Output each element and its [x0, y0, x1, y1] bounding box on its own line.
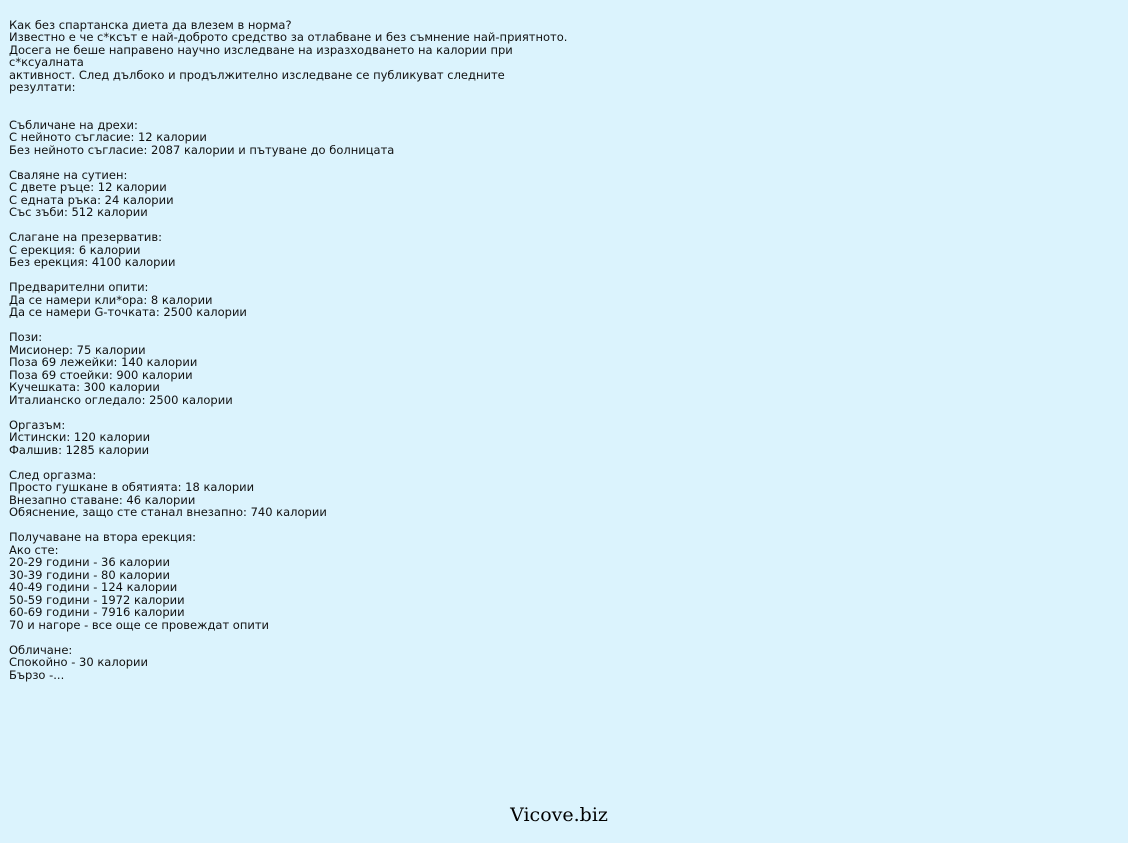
section-line: Кучешката: 300 калории	[9, 380, 160, 394]
section-line: Бързо -...	[9, 667, 65, 682]
section-heading: Получаване на втора ерекция:	[9, 530, 196, 544]
section-line: Фалшив: 1285 калории	[9, 442, 150, 457]
section-line: 50-59 години - 1972 калории	[9, 592, 185, 607]
section-line: 70 и нагоре - все още се провеждат опити	[9, 617, 270, 632]
section-line: 30-39 години - 80 калории	[9, 567, 170, 582]
section-heading: Обличане:	[9, 642, 73, 657]
calorie-section	[9, 331, 569, 406]
site-watermark: Vicove.biz	[510, 804, 608, 826]
section-line: 40-49 години - 124 калории	[9, 580, 178, 594]
section-line: 60-69 години - 7916 калории	[9, 605, 185, 619]
section-line: С едната ръка: 24 калории	[9, 192, 174, 207]
section-line: Истински: 120 калории	[9, 430, 151, 444]
section-line: 20-29 години - 36 калории	[9, 555, 170, 569]
intro-line: Как без спартанска диета да влезем в норма?	[9, 17, 292, 32]
section-heading: След оргазма:	[9, 467, 97, 482]
section-heading: Предварителни опити:	[9, 280, 149, 294]
section-line: С двете ръце: 12 калории	[9, 180, 167, 194]
section-line: Поза 69 стоейки: 900 калории	[9, 367, 193, 382]
section-heading: Събличане на дрехи:	[9, 117, 138, 132]
section-heading: Слагане на презерватив:	[9, 230, 163, 244]
article-sections	[9, 119, 569, 682]
section-heading: Пози:	[9, 330, 43, 344]
section-line: С нейното съгласие: 12 калории	[9, 130, 207, 144]
section-line: Да се намери G-точката: 2500 калории	[9, 305, 247, 319]
section-heading: Оргазъм:	[9, 417, 66, 432]
calorie-section	[9, 281, 569, 319]
calorie-section	[9, 169, 569, 219]
calorie-section	[9, 469, 569, 519]
intro-line: Известно е че с*ксът е най-доброто средство за отлабване и без съмнение най-приятното.	[9, 30, 568, 44]
section-heading: Сваляне на сутиен:	[9, 167, 128, 182]
article-intro	[9, 19, 569, 94]
section-line: Без ерекция: 4100 калории	[9, 255, 176, 269]
section-line: Мисионер: 75 калории	[9, 342, 146, 357]
section-line: Поза 69 лежейки: 140 калории	[9, 355, 198, 369]
section-line: Без нейното съгласие: 2087 калории и пътуване до болницата	[9, 142, 395, 157]
intro-line: Досега не беше направено научно изследване на изразходването на калории при с*ксуалната	[9, 42, 513, 69]
section-line: Спокойно - 30 калории	[9, 655, 148, 669]
calorie-section	[9, 119, 569, 157]
article-body	[9, 6, 569, 694]
section-line: Да се намери кли*ора: 8 калории	[9, 292, 213, 307]
section-line: С ерекция: 6 калории	[9, 242, 141, 257]
section-line: Ако сте:	[9, 542, 59, 557]
section-line: Обяснение, защо сте станал внезапно: 740 калории	[9, 505, 327, 519]
calorie-section	[9, 531, 569, 631]
section-line: Италианско огледало: 2500 калории	[9, 392, 233, 407]
calorie-section	[9, 644, 569, 682]
section-line: Със зъби: 512 калории	[9, 205, 148, 219]
section-line: Просто гушкане в обятията: 18 калории	[9, 480, 255, 494]
calorie-section	[9, 231, 569, 269]
intro-line: активност. След дълбоко и продължително изследване се публикуват следните резултати:	[9, 67, 505, 94]
calorie-section	[9, 419, 569, 457]
section-line: Внезапно ставане: 46 калории	[9, 492, 196, 507]
